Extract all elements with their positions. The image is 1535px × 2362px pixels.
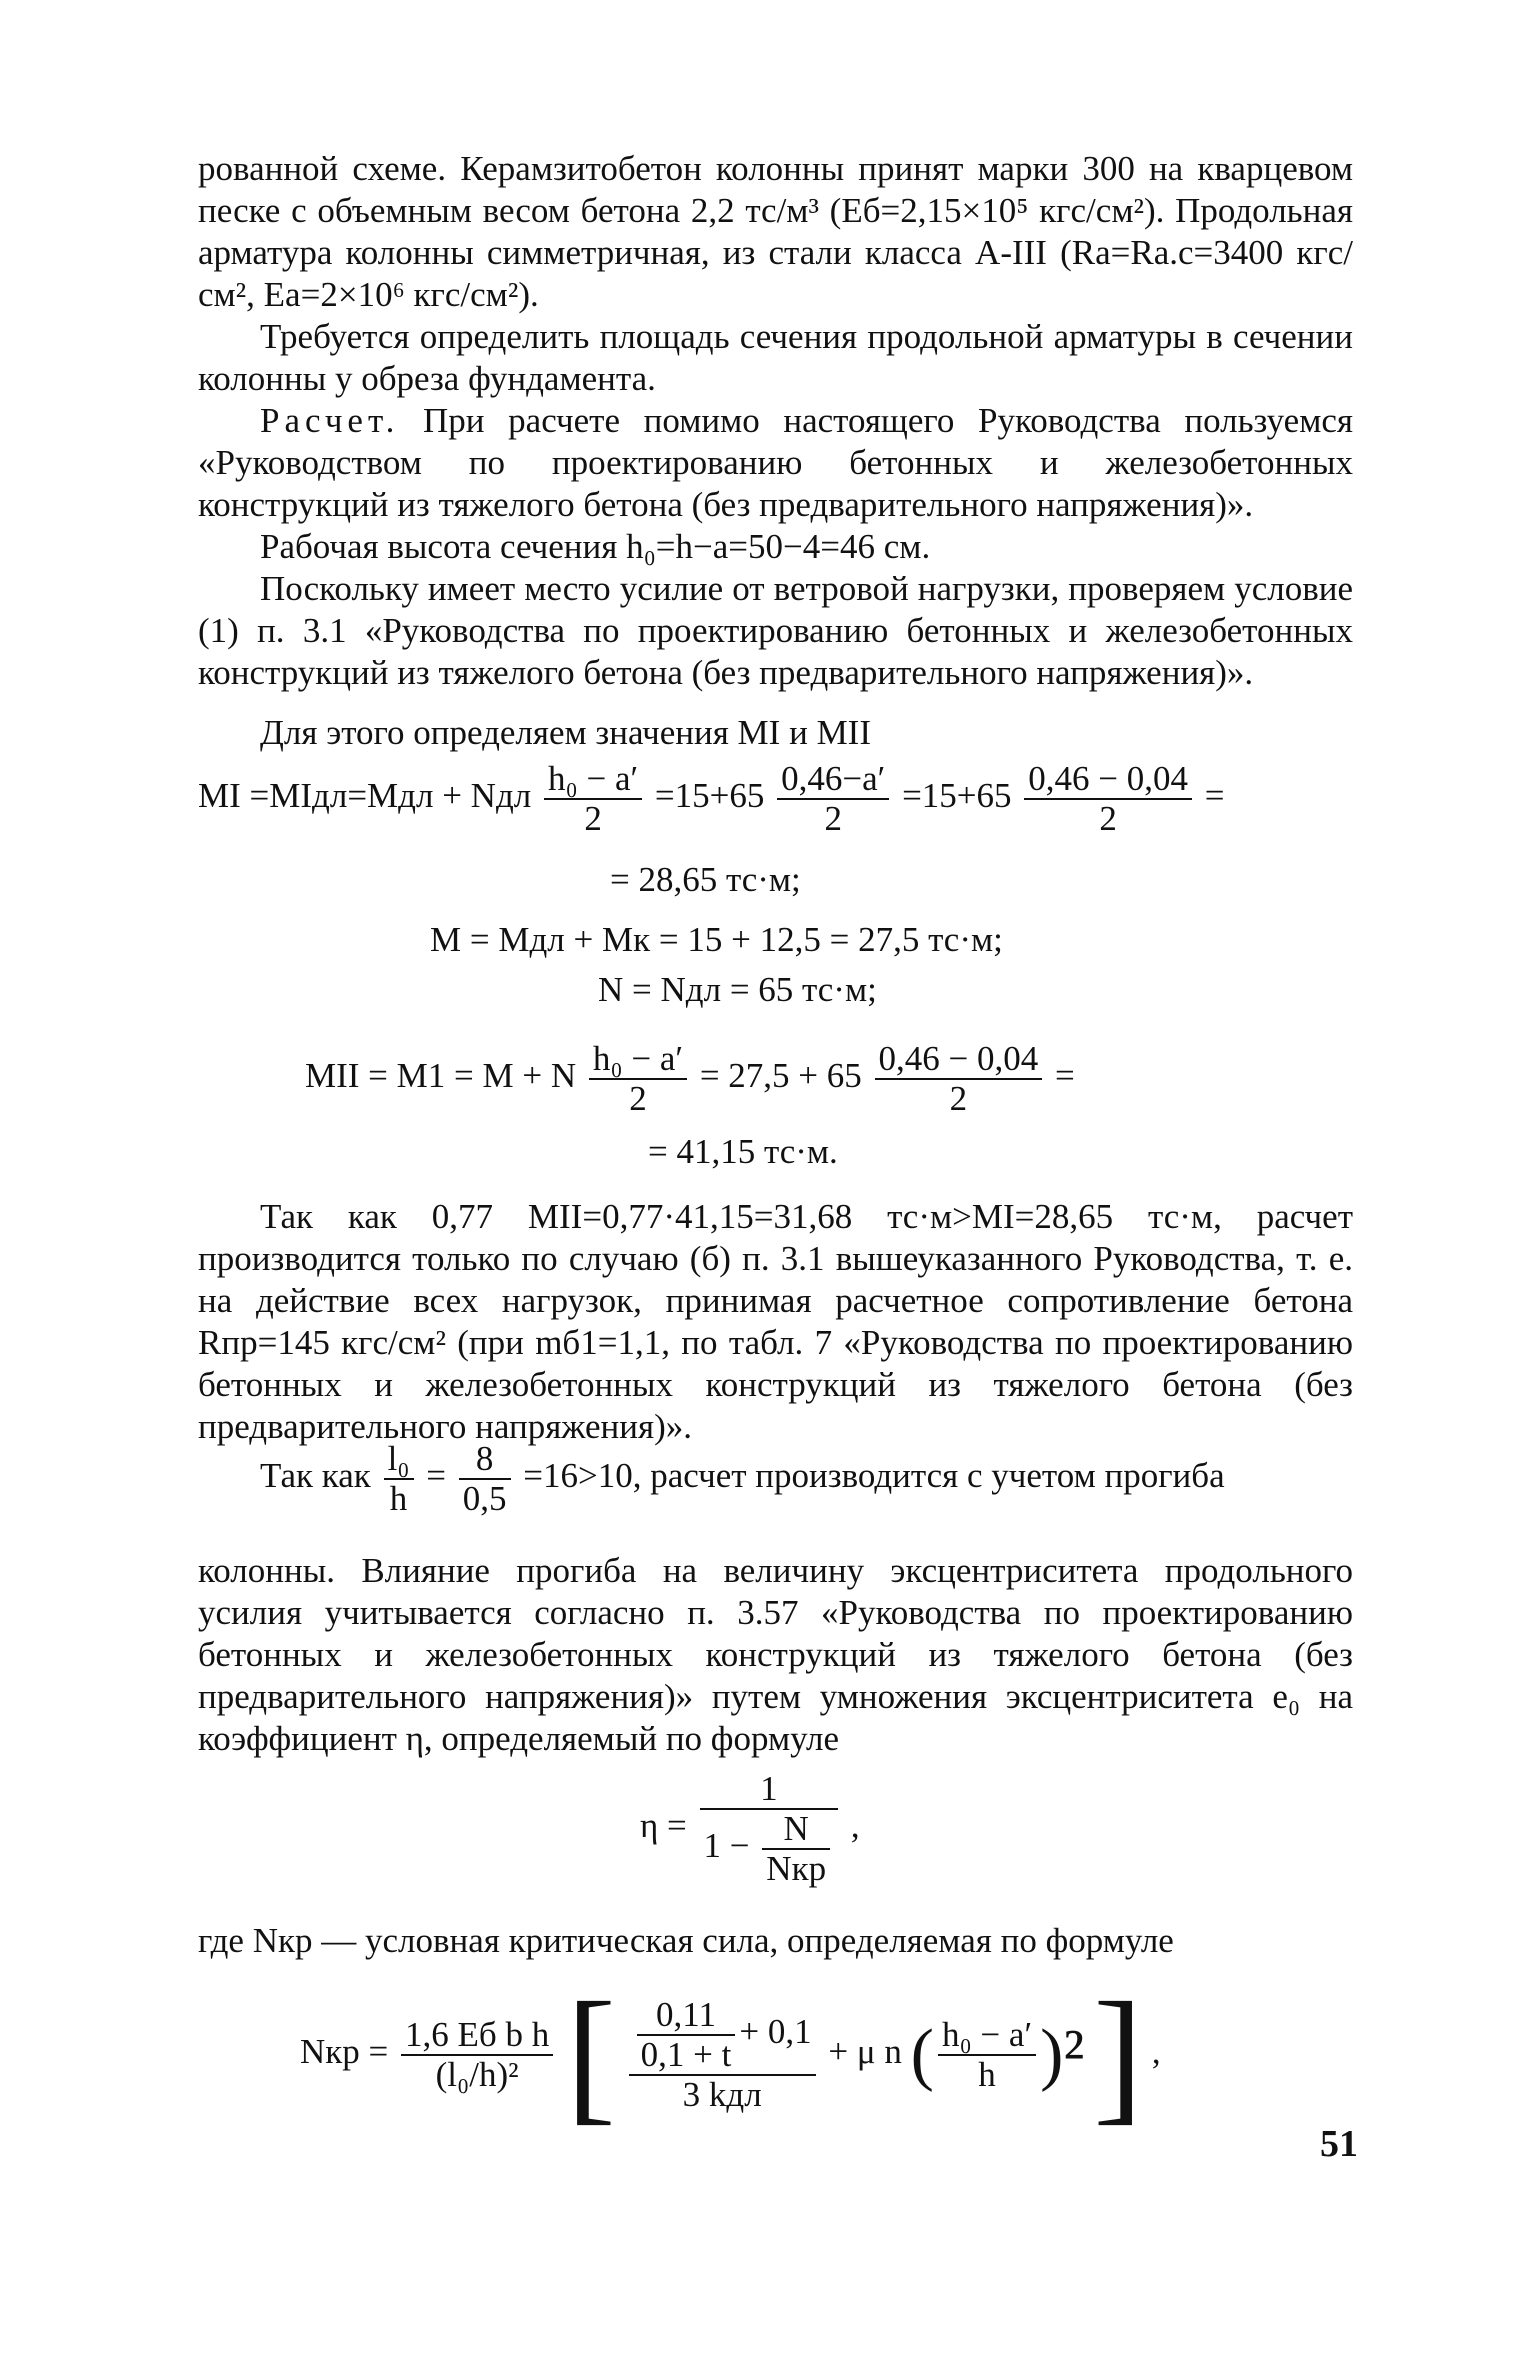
fraction: 1 1 − $\frac{N}{\text{Nкр}}$ bbox=[700, 1770, 839, 1888]
fraction: $\frac{N}{\text{Nкр}}$ bbox=[762, 1810, 830, 1888]
fraction: $\frac{\text{1,6 Eб b h}}{\text{(l₀/h)²}}$ bbox=[401, 2016, 553, 2094]
fraction: $\frac{\text{l₀}}{h}$ bbox=[384, 1440, 414, 1518]
section-label: Расчет. bbox=[260, 401, 400, 440]
fraction: $\frac{0,46 - 0,04}{2}$ bbox=[1024, 760, 1192, 838]
fraction: $\frac{\text{h₀ − a′}}{h}$ bbox=[938, 2016, 1036, 2094]
equation-n: N = Nдл = 65 тс·м; bbox=[598, 970, 877, 1009]
paragraph: Рабочая высота сечения h₀=h−a=50−4=46 см. bbox=[260, 527, 931, 566]
fraction: $\frac{0,11}{0,1 + t}$ + 0,1 3 kдл bbox=[629, 1996, 816, 2114]
paragraph: Для этого определяем значения MI и MII bbox=[260, 713, 871, 752]
page-body-2 bbox=[198, 1196, 1353, 1448]
bracket-right: ] bbox=[1093, 1972, 1144, 2138]
equation-m2-result: = 41,15 тс·м. bbox=[648, 1132, 838, 1171]
paragraph bbox=[198, 400, 1353, 526]
fraction: $\frac{8}{0,5}$ bbox=[459, 1440, 511, 1518]
equation-ncr: Nкр = $\frac{\text{1,6 Eб b h}}{\text{(l₀/h)²}}$ [ $\frac{0,11}{0,1 + t}$ + 0,1 3 kдл + μ n ( $\frac{\text{h₀ − a′}}{h}$ )² ] , bbox=[300, 1972, 1161, 2138]
page-number: 51 bbox=[1320, 2123, 1358, 2165]
paragraph-text: При расчете помимо настоящего Руководства пользуемся «Руководством по проектированию бетонных и железобетонных конструкций из тяжелого бетона (без предварительного напряжения)». bbox=[198, 401, 1354, 524]
fraction: $\frac{0,46-a'}{2}$ bbox=[777, 760, 889, 838]
equation-m1: MI =MIдл=Mдл + Nдл $\frac{\text{h₀ − a′}}{2}$ =15+65 $\frac{0,46-a'}{2}$ =15+65 $\frac{0,46 - 0,04}{2}$ = bbox=[198, 759, 1225, 838]
equation-slenderness: Так как $\frac{\text{l₀}}{h}$ = $\frac{8}{0,5}$ =16>10, расчет производится с учетом прогиба bbox=[260, 1439, 1225, 1518]
fraction: $\frac{\text{h₀ − a′}}{2}$ bbox=[589, 1040, 687, 1118]
equation-m1-result: = 28,65 тс·м; bbox=[610, 860, 801, 899]
paragraph: Поскольку имеет место усилие от ветровой нагрузки, проверяем условие (1) п. 3.1 «Руководства по проектированию бетонных и железобетонных конструкций из тяжелого бетона (без предварительного напряжения)». bbox=[198, 569, 1353, 692]
equation-m: M = Mдл + Mк = 15 + 12,5 = 27,5 тс·м; bbox=[430, 920, 1003, 959]
page-body-3 bbox=[198, 1550, 1353, 1760]
paragraph: где Nкр — условная критическая сила, определяемая по формуле bbox=[198, 1921, 1174, 1960]
fraction: $\frac{0,11}{0,1 + t}$ bbox=[637, 1996, 736, 2074]
page-body bbox=[198, 148, 1353, 754]
equation-eta: η = 1 1 − $\frac{N}{\text{Nкр}}$ , bbox=[640, 1769, 860, 1888]
bracket-left: [ bbox=[565, 1972, 616, 2138]
fraction: $\frac{\text{h₀ − a′}}{2}$ bbox=[544, 760, 642, 838]
equation-m2: MII = M1 = M + N $\frac{\text{h₀ − a′}}{2}$ = 27,5 + 65 $\frac{0,46 - 0,04}{2}$ = bbox=[305, 1039, 1075, 1118]
paragraph: колонны. Влияние прогиба на величину эксцентриситета продольного усилия учитывается согласно п. 3.57 «Руководства по проектированию бетонных и железобетонных конструкций из тяжелого бетона (без предварительного напряжения)» путем умножения эксцентриситета e₀ на коэффициент η, определяемый по формуле bbox=[198, 1551, 1353, 1758]
paragraph: Так как 0,77 MII=0,77·41,15=31,68 тс·м>MI=28,65 тс·м, расчет производится только по случаю (б) п. 3.1 вышеуказанного Руководства, т. е. на действие всех нагрузок, принимая расчетное сопротивление бетона Rпр=145 кгс/см² (при mб1=1,1, по табл. 7 «Руководства по проектированию бетонных и железобетонных конструкций из тяжелого бетона (без предварительного напряжения)». bbox=[198, 1197, 1353, 1446]
page-body-4 bbox=[198, 1920, 1353, 1962]
paragraph: рованной схеме. Керамзитобетон колонны принят марки 300 на кварцевом песке с объемным весом бетона 2,2 тс/м³ (Eб=2,15×10⁵ кгс/см²). Продольная арматура колонны симметричная, из стали класса А-III (Rа=Rа.с=3400 кгс/см², Eа=2×10⁶ кгс/см²). bbox=[198, 149, 1353, 314]
paragraph: Требуется определить площадь сечения продольной арматуры в сечении колонны у обреза фундамента. bbox=[198, 317, 1353, 398]
fraction: $\frac{0,46 - 0,04}{2}$ bbox=[875, 1040, 1043, 1118]
